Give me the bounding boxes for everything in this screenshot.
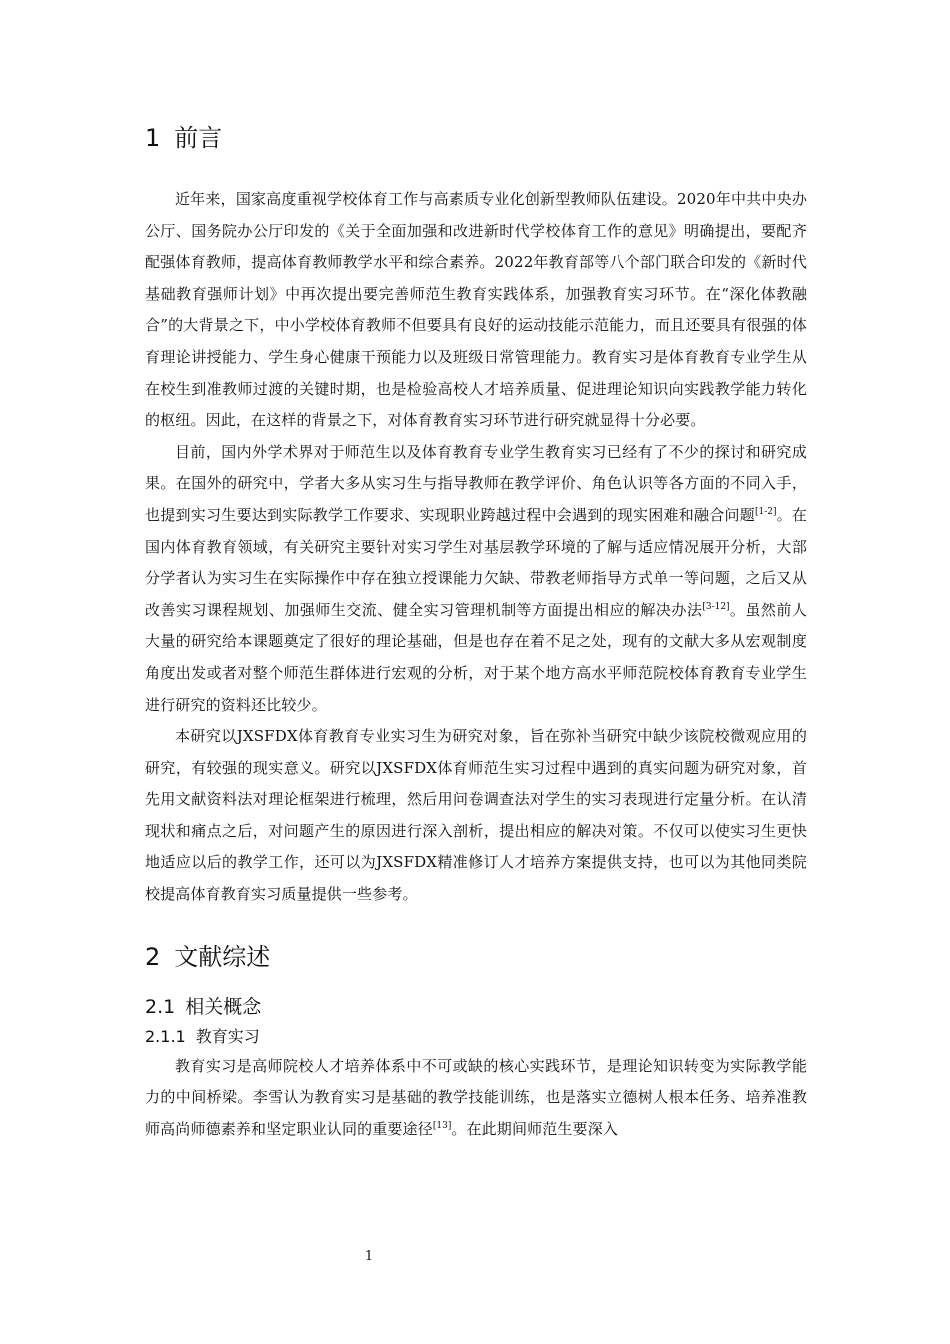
section-number: 1 <box>145 124 161 152</box>
subsubsection-title: 教育实习 <box>195 1026 260 1046</box>
section-number: 2 <box>145 942 161 971</box>
page-number: 1 <box>364 1249 374 1264</box>
paragraph-3: 本研究以JXSFDX体育教育专业实习生为研究对象，旨在弥补当研究中缺少该院校微观应用的研究，有较强的现实意义。研究以JXSFDX体育师范生实习过程中遇到的真实问题为研究对象，首先用文献资料法对理论框架进行梳理，然后用问卷调查法对学生的实习表现进行定量分析。在认清现状和痛点之后，对问题产生的原因进行深入剖析，提出相应的解决对策。不仅可以使实习生更快地适应以后的教学工作，还可以为JXSFDX精准修订人才培养方案提供支持，也可以为其他同类院校提高体育教育实习质量提供一些参考。 <box>145 727 807 904</box>
section-heading-literature-review <box>145 937 807 977</box>
subsection-title: 相关概念 <box>185 995 262 1018</box>
citation: [3-12] <box>702 601 730 612</box>
section-title: 文献综述 <box>174 942 271 971</box>
paragraph-2: 目前，国内外学术界对于师范生以及体育教育专业学生教育实习已经有了不少的探讨和研究成果。在国外的研究中，学者大多从实习生与指导教师在教学评价、角色认识等各方面的不同入手，也提到实习生要达到实际教学工作要求、实现职业跨越过程中会遇到的现实困难和融合问题[1-2]。在国内体育教育领域，有关研究主要针对实习学生对基层教学环境的了解与适应情况展开分析，大部分学者认为实习生在实际操作中存在独立授课能力欠缺、带教老师指导方式单一等问题，之后又从改善实习课程规划、加强师生交流、健全实习管理机制等方面提出相应的解决办法[3-12]。虽然前人大量的研究给本课题奠定了很好的理论基础，但是也存在着不足之处，现有的文献大多从宏观制度角度出发或者对整个师范生群体进行宏观的分析，对于某个地方高水平师范院校体育教育专业学生进行研究的资料还比较少。 <box>145 442 807 714</box>
subsection-number: 2.1 <box>145 995 176 1018</box>
subsubsection-number: 2.1.1 <box>145 1026 186 1046</box>
citation: [1-2] <box>754 506 777 517</box>
subsection-heading <box>145 993 807 1021</box>
paragraph-1: 近年来，国家高度重视学校体育工作与高素质专业化创新型教师队伍建设。2020年中共中央办公厅、国务院办公厅印发的《关于全面加强和改进新时代学校体育工作的意见》明确提出，要配齐配强体育教师，提高体育教师教学水平和综合素养。2022年教育部等八个部门联合印发的《新时代基础教育强师计划》中再次提出要完善师范生教育实践体系，加强教育实习环节。在“深化体教融合”的大背景之下，中小学校体育教师不但要具有良好的运动技能示范能力，而且还要具有很强的体育理论讲授能力、学生身心健康干预能力以及班级日常管理能力。教育实习是体育教育专业学生从在校生到准教师过渡的关键时期，也是检验高校人才培养质量、促进理论知识向实践教学能力转化的枢纽。因此，在这样的背景之下，对体育教育实习环节进行研究就显得十分必要。 <box>145 190 807 430</box>
subsubsection-heading <box>145 1025 807 1049</box>
citation: [13] <box>432 1120 452 1131</box>
section-heading-preface <box>145 118 807 158</box>
section-title: 前言 <box>174 124 223 152</box>
page-content <box>145 118 807 1145</box>
paragraph-4: 教育实习是高师院校人才培养体系中不可或缺的核心实践环节，是理论知识转变为实际教学能力的中间桥梁。李雪认为教育实习是基础的教学技能训练，也是落实立德树人根本任务、培养准教师高尚师德素养和坚定职业认同的重要途径[13]。在此期间师范生要深入 <box>145 1056 807 1138</box>
